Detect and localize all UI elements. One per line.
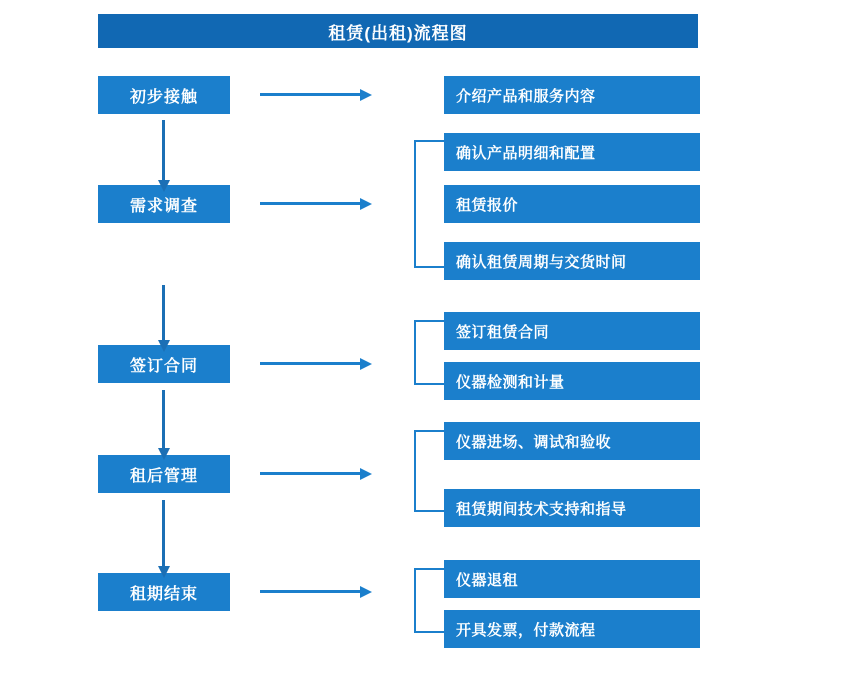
- detail-box-1[interactable]: 介绍产品和服务内容: [444, 76, 700, 114]
- detail-box-10[interactable]: 开具发票，付款流程: [444, 610, 700, 648]
- stage-box-4[interactable]: 租后管理: [98, 455, 230, 493]
- arrow-down-icon-4: [158, 500, 170, 578]
- arrow-right-icon-2: [260, 198, 372, 210]
- arrow-down-icon-1: [158, 120, 170, 192]
- stage-box-3[interactable]: 签订合同: [98, 345, 230, 383]
- detail-box-2[interactable]: 确认产品明细和配置: [444, 133, 700, 171]
- detail-box-7[interactable]: 仪器进场、调试和验收: [444, 422, 700, 460]
- arrow-right-icon-3: [260, 358, 372, 370]
- group-bracket-4: [414, 568, 444, 633]
- arrow-down-icon-2: [158, 285, 170, 352]
- arrow-down-icon-3: [158, 390, 170, 460]
- detail-box-4[interactable]: 确认租赁周期与交货时间: [444, 242, 700, 280]
- stage-box-5[interactable]: 租期结束: [98, 573, 230, 611]
- stage-box-2[interactable]: 需求调查: [98, 185, 230, 223]
- detail-box-5[interactable]: 签订租赁合同: [444, 312, 700, 350]
- group-bracket-1: [414, 140, 444, 268]
- arrow-right-icon-1: [260, 89, 372, 101]
- arrow-right-icon-5: [260, 586, 372, 598]
- group-bracket-3: [414, 430, 444, 512]
- detail-box-9[interactable]: 仪器退租: [444, 560, 700, 598]
- page-title: 租赁(出租)流程图: [98, 14, 698, 48]
- stage-box-1[interactable]: 初步接触: [98, 76, 230, 114]
- detail-box-3[interactable]: 租赁报价: [444, 185, 700, 223]
- detail-box-8[interactable]: 租赁期间技术支持和指导: [444, 489, 700, 527]
- detail-box-6[interactable]: 仪器检测和计量: [444, 362, 700, 400]
- group-bracket-2: [414, 320, 444, 385]
- arrow-right-icon-4: [260, 468, 372, 480]
